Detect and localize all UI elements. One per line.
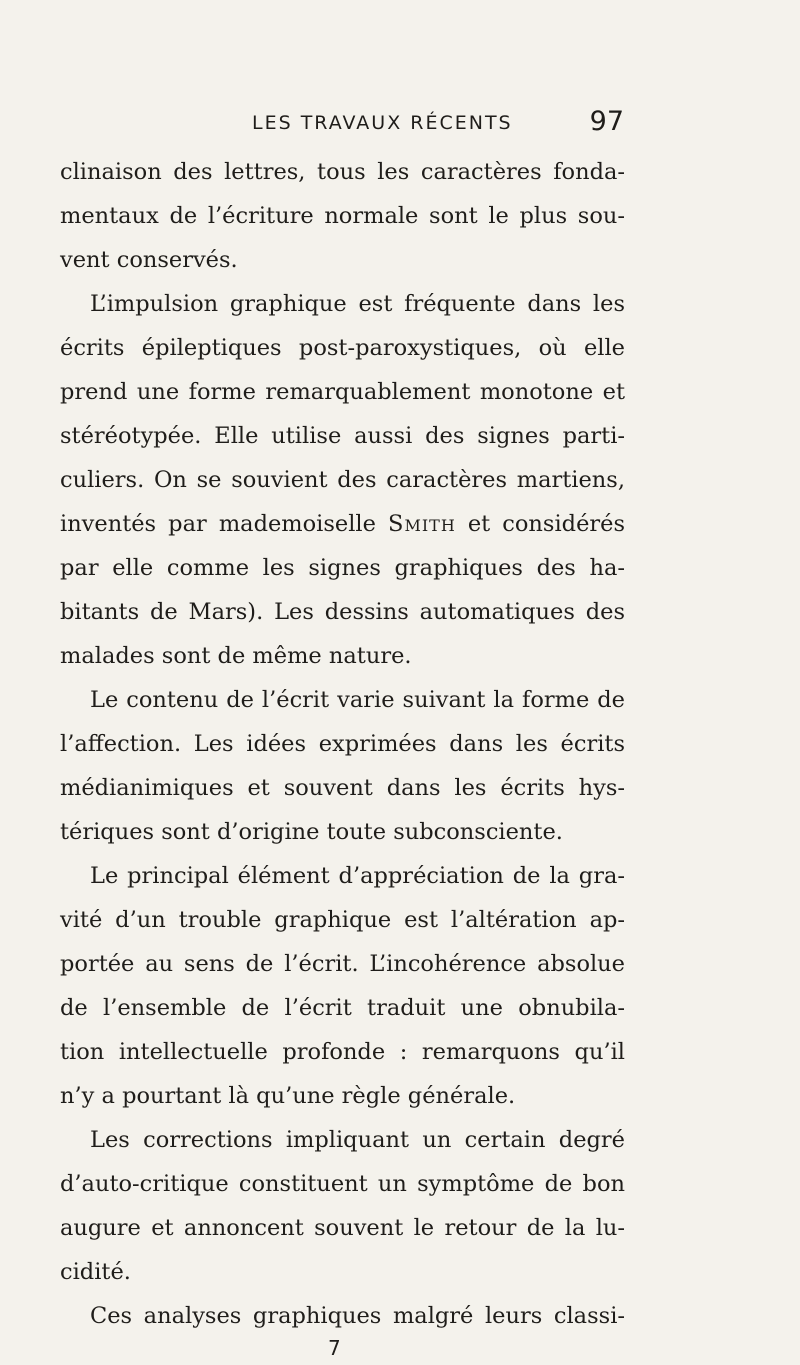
text-line: stéréotypée. Elle utilise aussi des signes parti- <box>60 423 625 449</box>
text-line: Ces analyses graphiques malgré leurs classi- <box>90 1303 625 1329</box>
text-line: n’y a pourtant là qu’une règle générale. <box>60 1083 516 1109</box>
text-line: cidité. <box>60 1259 131 1285</box>
text-line: d’auto-critique constituent un symptôme de bon <box>60 1171 625 1197</box>
text-line: L’impulsion graphique est fréquente dans les <box>90 291 625 317</box>
proper-name-smith: Smith <box>388 511 456 537</box>
text-line: tion intellectuelle profonde : remarquons qu’il <box>60 1039 625 1065</box>
text-line: vent conservés. <box>60 247 238 273</box>
text-line: l’affection. Les idées exprimées dans les écrits <box>60 731 625 757</box>
text-line-with-name <box>60 502 625 546</box>
text-line: clinaison des lettres, tous les caractères fonda- <box>60 159 625 185</box>
text-line: tériques sont d’origine toute subconsciente. <box>60 819 563 845</box>
signature-mark: 7 <box>328 1336 341 1360</box>
text-line: augure et annoncent souvent le retour de la lu- <box>60 1215 625 1241</box>
text-line: culiers. On se souvient des caractères martiens, <box>60 467 625 493</box>
text-line: Le contenu de l’écrit varie suivant la forme de <box>90 687 625 713</box>
text-line: écrits épileptiques post-paroxystiques, où elle <box>60 335 625 361</box>
text-fragment: inventés par mademoiselle <box>60 511 376 537</box>
text-line: Les corrections impliquant un certain degré <box>90 1127 625 1153</box>
text-line: prend une forme remarquablement monotone et <box>60 379 625 405</box>
text-line: bitants de Mars). Les dessins automatiques des <box>60 599 625 625</box>
text-fragment: et considérés <box>467 511 626 537</box>
page-number: 97 <box>589 106 624 137</box>
text-line: de l’ensemble de l’écrit traduit une obnubila- <box>60 995 625 1021</box>
text-line: portée au sens de l’écrit. L’incohérence absolue <box>60 951 625 977</box>
body-text <box>60 150 625 1338</box>
text-line: mentaux de l’écriture normale sont le plus sou- <box>60 203 625 229</box>
text-line: malades sont de même nature. <box>60 643 412 669</box>
text-line: par elle comme les signes graphiques des ha- <box>60 555 625 581</box>
running-head: LES TRAVAUX RÉCENTS <box>252 112 513 134</box>
text-line: médianimiques et souvent dans les écrits hys- <box>60 775 625 801</box>
text-line: vité d’un trouble graphique est l’altération ap- <box>60 907 625 933</box>
page-header <box>252 106 624 142</box>
text-line: Le principal élément d’appréciation de la gra- <box>90 863 625 889</box>
